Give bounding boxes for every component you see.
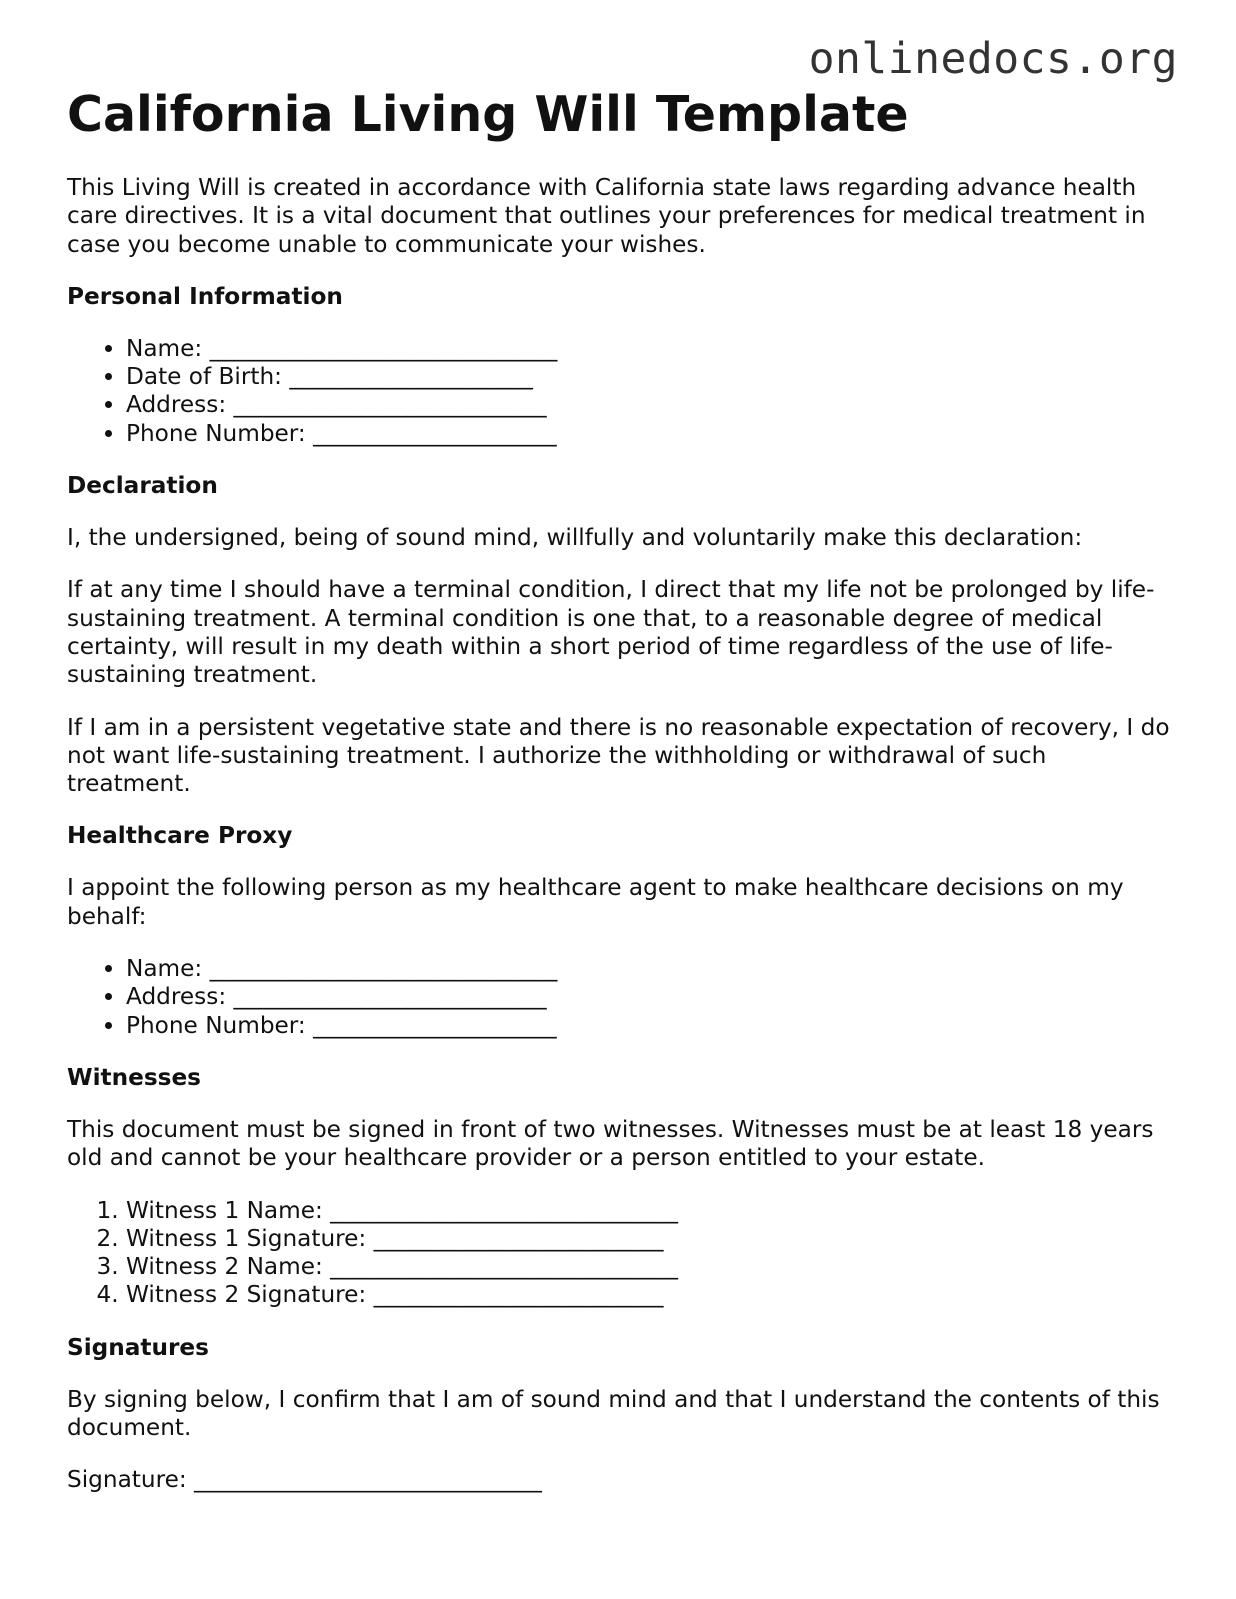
section-heading-personal-information: Personal Information: [67, 282, 343, 310]
healthcare-proxy-paragraph: I appoint the following person as my healthcare agent to make healthcare decisions on my behalf:: [67, 874, 1124, 930]
page-title: California Living Will Template: [67, 86, 909, 143]
section-heading-healthcare-proxy: Healthcare Proxy: [67, 822, 293, 850]
list-item: • Address: ___________________________: [126, 391, 1177, 419]
declaration-paragraph: I, the undersigned, being of sound mind, willfully and voluntarily make this declaration:: [67, 524, 1083, 552]
list-item: • Phone Number: _____________________: [126, 1012, 1177, 1040]
list-item: 2. Witness 1 Signature: _________________________: [126, 1225, 1177, 1253]
document-page: [67, 86, 1177, 1495]
watermark: onlinedocs.org: [808, 34, 1178, 84]
witnesses-paragraph: This document must be signed in front of two witnesses. Witnesses must be at least 18 years old and cannot be your healthcare provider or a person entitled to your estate.: [67, 1115, 1154, 1172]
list-item: • Phone Number: _____________________: [126, 420, 1177, 448]
section-heading-declaration: Declaration: [67, 472, 218, 500]
list-item: 1. Witness 1 Name: ______________________________: [126, 1197, 1177, 1225]
signatures-paragraph: By signing below, I confirm that I am of sound mind and that I understand the contents of this document.: [67, 1385, 1160, 1442]
intro-paragraph: This Living Will is created in accordance with California state laws regarding advance health care directives. It is a vital document that outlines your preferences for medical treatment in case you become unable to communicate your wishes.: [67, 174, 1146, 258]
declaration-paragraph: If I am in a persistent vegetative state and there is no reasonable expectation of recovery, I do not want life-sustaining treatment. I authorize the withholding or withdrawal of such treatment.: [67, 713, 1170, 798]
signature-line: Signature: ______________________________: [67, 1466, 542, 1494]
healthcare-proxy-list: [67, 955, 1177, 1040]
witnesses-list: [67, 1197, 1177, 1310]
list-item: 3. Witness 2 Name: ______________________________: [126, 1253, 1177, 1281]
list-item: • Address: ___________________________: [126, 983, 1177, 1011]
section-heading-signatures: Signatures: [67, 1333, 209, 1361]
declaration-paragraph: If at any time I should have a terminal condition, I direct that my life not be prolonged by life-sustaining treatment. A terminal condition is one that, to a reasonable degree of medical certainty, will result in my death within a short period of time regardless of the use of life-sustaining treatment.: [67, 576, 1155, 689]
personal-information-list: [67, 335, 1177, 448]
list-item: • Name: ______________________________: [126, 335, 1177, 363]
section-heading-witnesses: Witnesses: [67, 1063, 201, 1091]
list-item: 4. Witness 2 Signature: _________________________: [126, 1281, 1177, 1309]
list-item: • Name: ______________________________: [126, 955, 1177, 983]
list-item: • Date of Birth: _____________________: [126, 363, 1177, 391]
